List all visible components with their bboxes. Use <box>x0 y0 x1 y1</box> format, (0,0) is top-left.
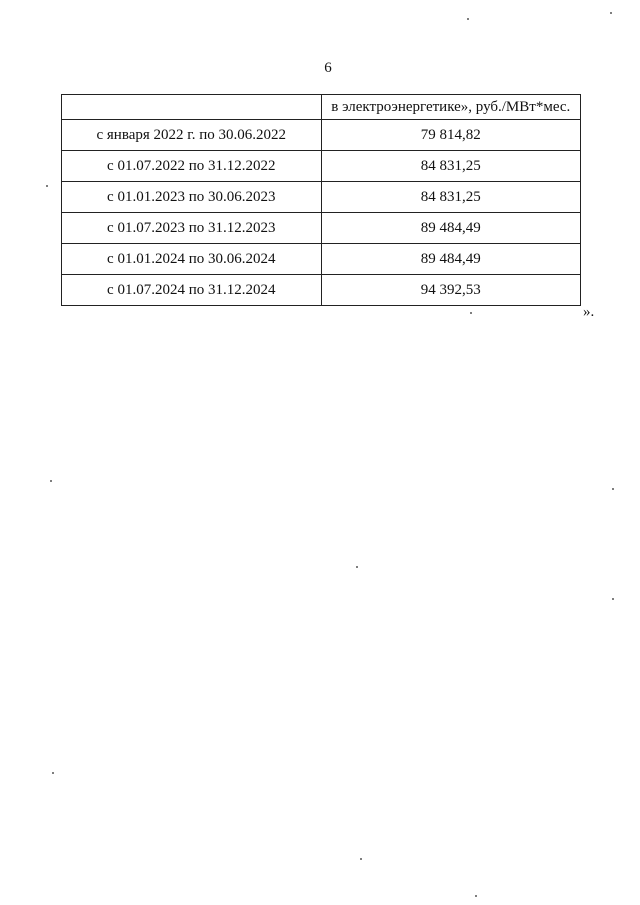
header-period-cell <box>62 95 322 120</box>
value-cell: 89 484,49 <box>321 244 581 275</box>
scan-speck <box>610 12 612 14</box>
scan-speck <box>467 18 469 20</box>
value-cell: 84 831,25 <box>321 182 581 213</box>
table-row <box>62 182 581 213</box>
closing-quote: ». <box>583 304 595 320</box>
tariff-table <box>61 94 581 306</box>
scan-speck <box>470 312 472 314</box>
scan-speck <box>52 772 54 774</box>
period-cell: с января 2022 г. по 30.06.2022 <box>62 120 322 151</box>
scan-speck <box>46 185 48 187</box>
value-cell: 89 484,49 <box>321 213 581 244</box>
value-cell: 84 831,25 <box>321 151 581 182</box>
value-cell: 79 814,82 <box>321 120 581 151</box>
period-cell: с 01.07.2023 по 31.12.2023 <box>62 213 322 244</box>
period-cell: с 01.01.2023 по 30.06.2023 <box>62 182 322 213</box>
table-row <box>62 213 581 244</box>
page-number: 6 <box>324 60 332 76</box>
period-cell: с 01.07.2024 по 31.12.2024 <box>62 275 322 306</box>
period-cell: с 01.07.2022 по 31.12.2022 <box>62 151 322 182</box>
scan-speck <box>50 480 52 482</box>
scan-speck <box>475 895 477 897</box>
period-cell: с 01.01.2024 по 30.06.2024 <box>62 244 322 275</box>
table-row <box>62 151 581 182</box>
header-unit-cell: в электроэнергетике», руб./МВт*мес. <box>321 95 581 120</box>
scan-speck <box>612 598 614 600</box>
value-cell: 94 392,53 <box>321 275 581 306</box>
table-row <box>62 120 581 151</box>
table-header-row <box>62 95 581 120</box>
table-row <box>62 244 581 275</box>
scan-speck <box>612 488 614 490</box>
scan-speck <box>360 858 362 860</box>
table-row <box>62 275 581 306</box>
scan-speck <box>356 566 358 568</box>
